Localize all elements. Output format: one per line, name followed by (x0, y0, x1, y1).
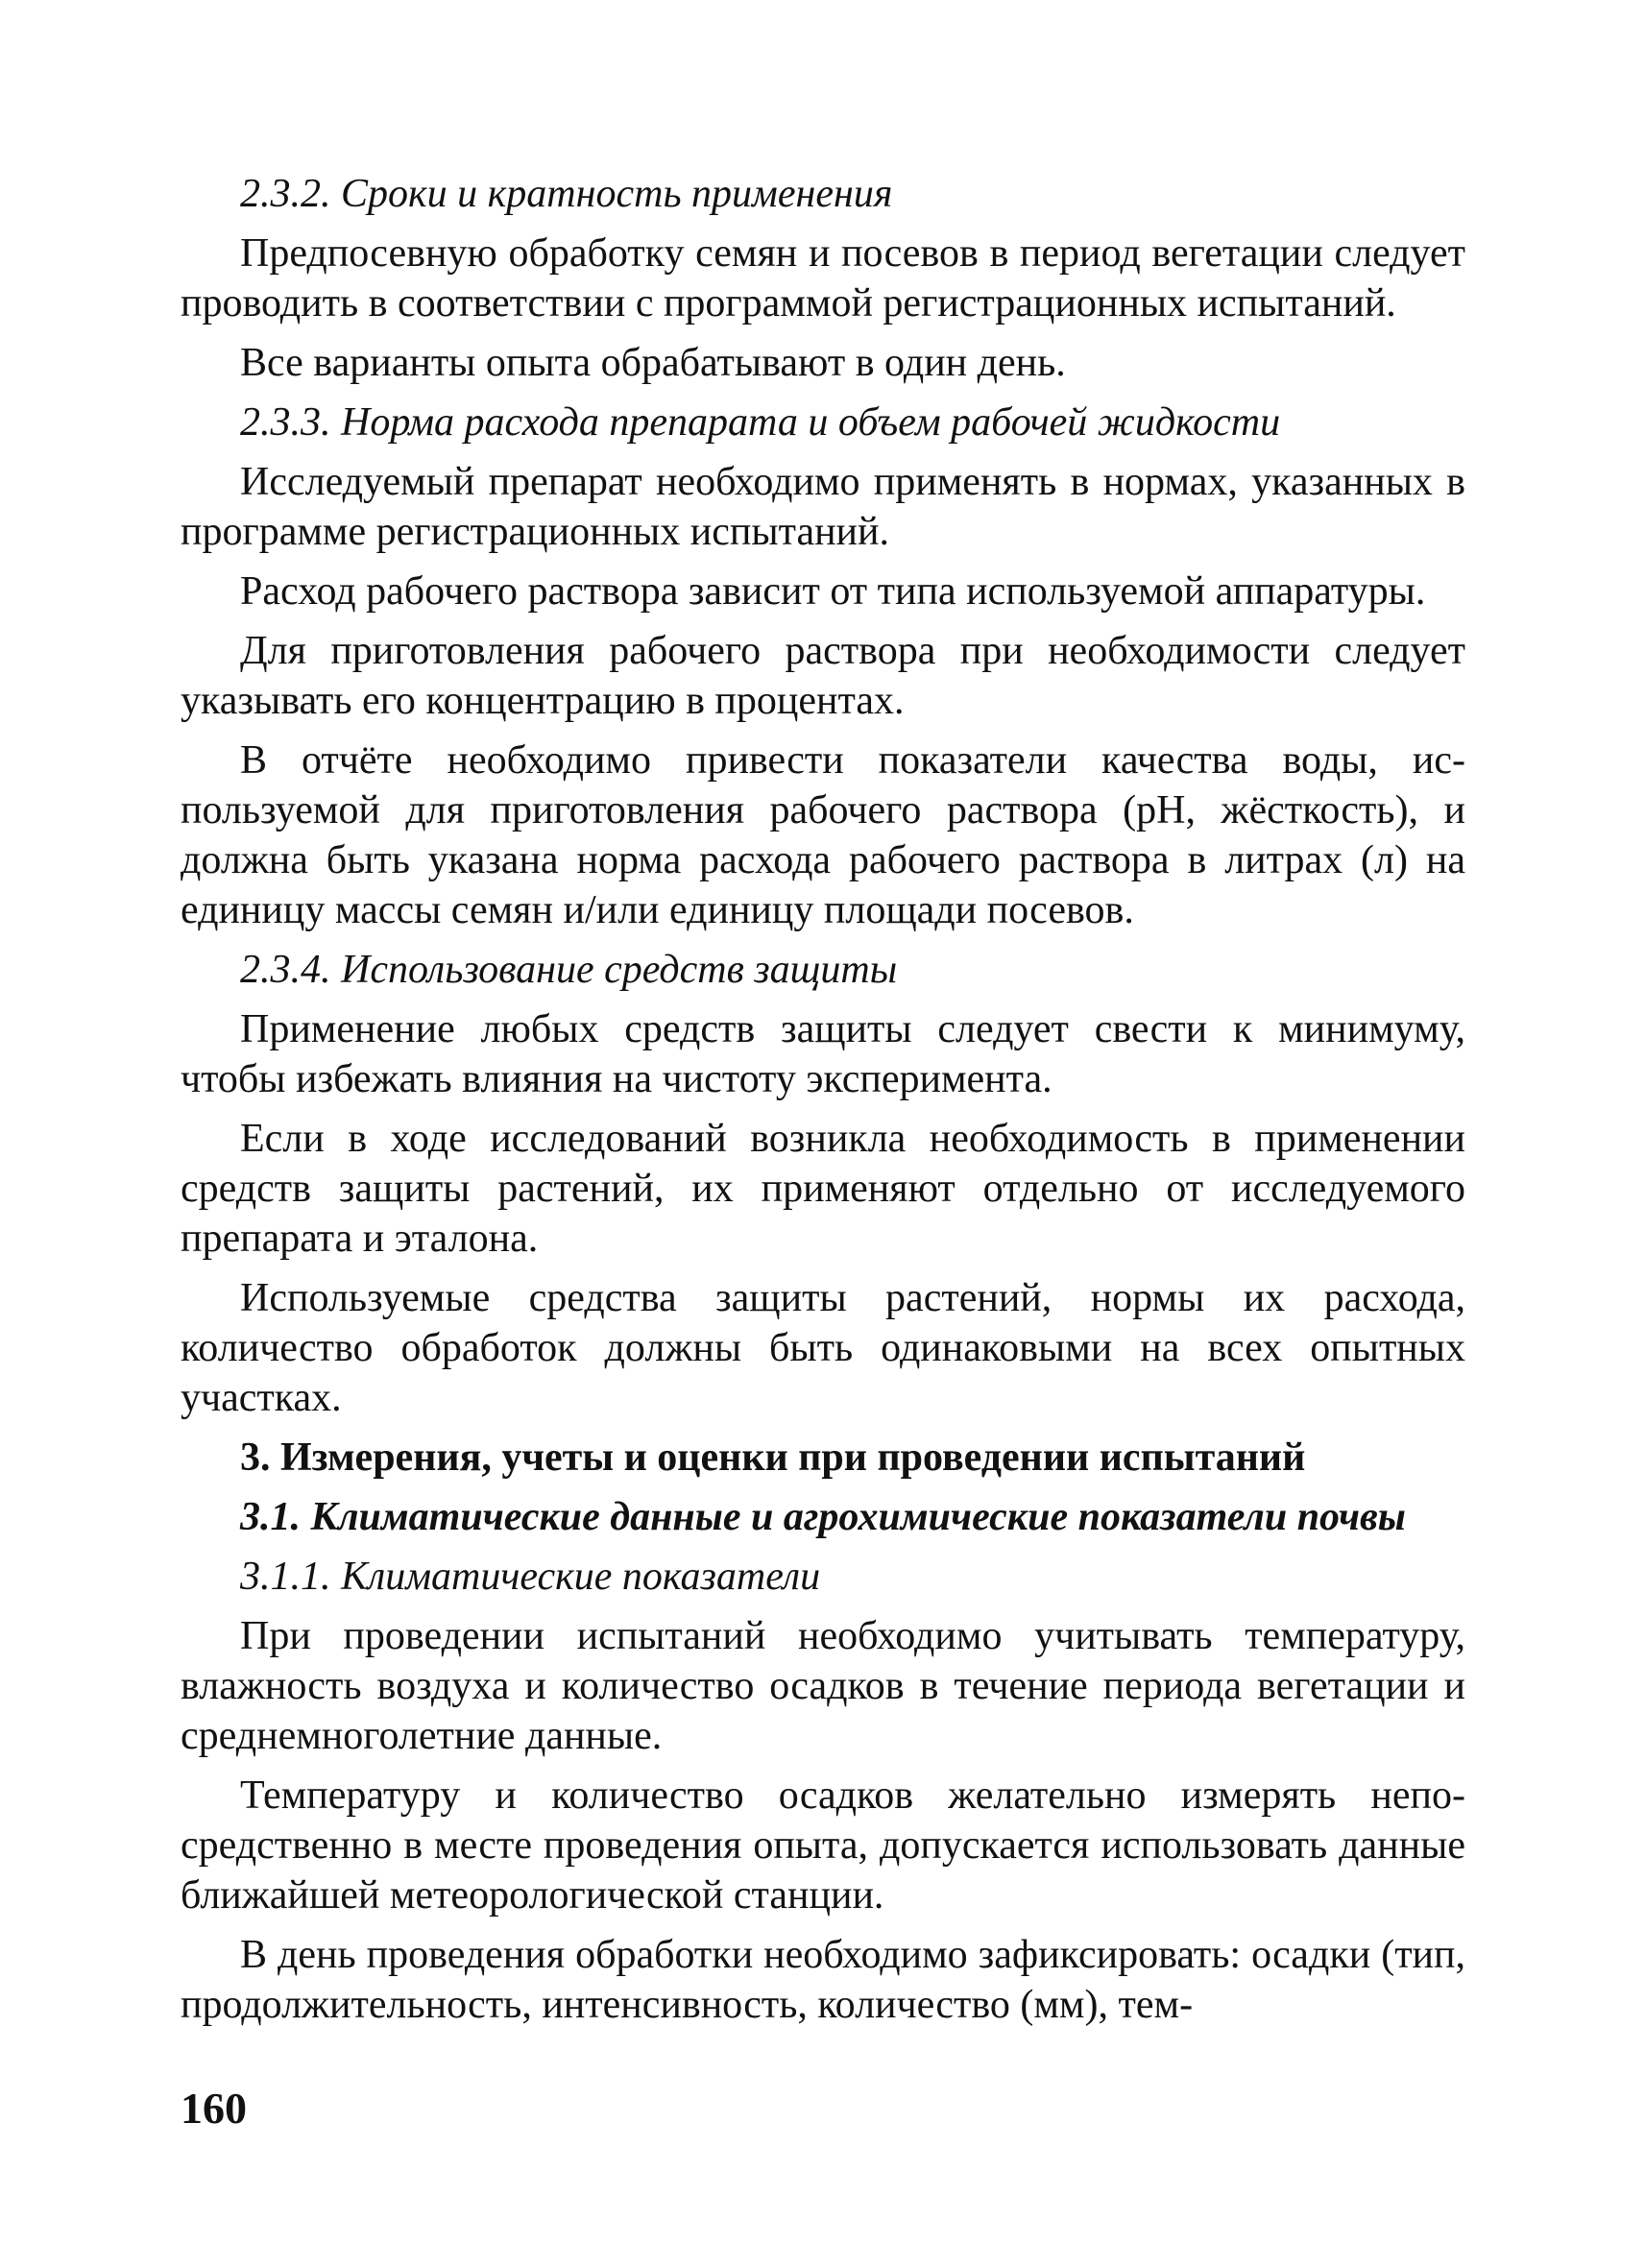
section-2-3-4-heading: 2.3.4. Использование средств защиты (240, 948, 898, 992)
paragraph: Температуру и количество осадков желательно измерять непосредственно в месте проведения опыта, допускается использовать данные ближайшей метеорологической станции. (181, 1773, 1465, 1918)
paragraph: Используемые средства защиты растений, нормы их расхода, количество обработок должны быть одинаковыми на всех опытных участках. (181, 1276, 1465, 1420)
paragraph: Применение любых средств защиты следует свести к минимуму, чтобы избежать влияния на чистоту эксперимента. (181, 1007, 1465, 1101)
page-text (181, 169, 1465, 2039)
paragraph: Предпосевную обработку семян и посевов в период вегетации следует проводить в соответствии с программой регистрационных испытаний. (181, 231, 1465, 326)
paragraph: В отчёте необходимо привести показатели качества воды, используемой для приготовления рабочего раствора (pH, жёсткость), и должна быть указана норма расхода рабочего раствора в литрах (л) на единицу массы семян и/или единицу площади посевов. (181, 738, 1465, 932)
page-number: 160 (181, 2084, 247, 2133)
paragraph: В день проведения обработки необходимо зафиксировать: осадки (тип, продолжительность, интенсивность, количество (мм), тем- (181, 1933, 1465, 2027)
paragraph: При проведении испытаний необходимо учитывать температуру, влажность воздуха и количество осадков в течение периода вегетации и среднемноголетние данные. (181, 1614, 1465, 1758)
paragraph: Если в ходе исследований возникла необходимость в применении средств защиты растений, их применяют отдельно от исследуемого препарата и эталона. (181, 1117, 1465, 1261)
paragraph: Все варианты опыта обрабатывают в один день. (240, 341, 1066, 385)
section-2-3-2-heading: 2.3.2. Сроки и кратность применения (240, 172, 893, 216)
section-3-1-heading: 3.1. Климатические данные и агрохимические показатели почвы (240, 1495, 1406, 1539)
paragraph: Исследуемый препарат необходимо применять в нормах, указанных в программе регистрационных испытаний. (181, 460, 1465, 554)
paragraph: Для приготовления рабочего раствора при необходимости следует указывать его концентрацию в процентах. (181, 629, 1465, 723)
section-3-1-1-heading: 3.1.1. Климатические показатели (240, 1555, 821, 1599)
section-2-3-3-heading: 2.3.3. Норма расхода препарата и объем рабочей жидкости (240, 400, 1281, 445)
paragraph: Расход рабочего раствора зависит от типа используемой аппаратуры. (240, 569, 1426, 614)
section-3-heading: 3. Измерения, учеты и оценки при проведении испытаний (240, 1436, 1306, 1480)
